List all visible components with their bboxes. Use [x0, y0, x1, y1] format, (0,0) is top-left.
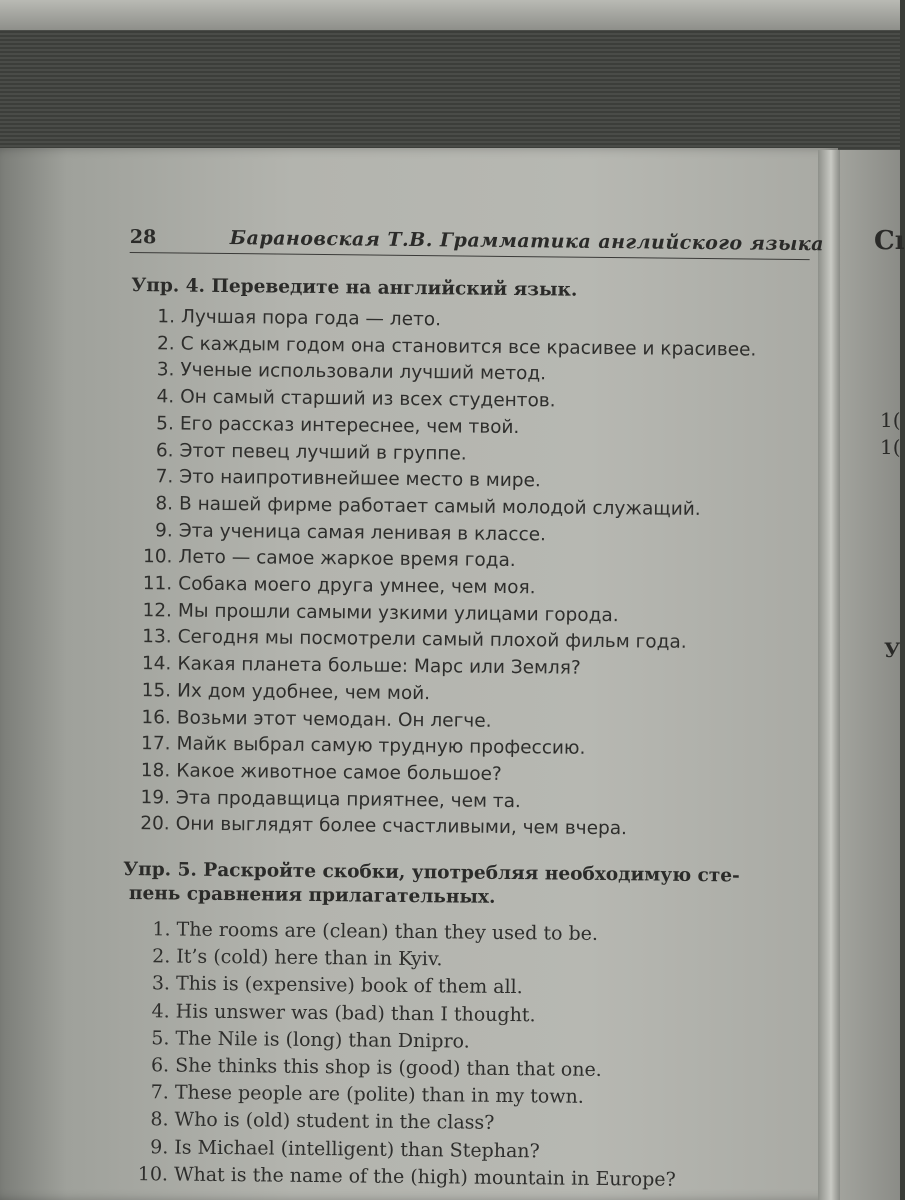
item-text: His unswer was (bad) than I thought. — [175, 1000, 536, 1026]
item-number: 13. — [142, 626, 172, 648]
item-text: Этот певец лучший в группе. — [179, 440, 467, 465]
item-number: 15. — [141, 679, 172, 702]
item-number: 6. — [150, 1054, 170, 1077]
item-text: What is the name of the (high) mountain in Europe? — [173, 1163, 676, 1191]
exercise-5-title-line1: Упр. 5. Раскройте скобки, употребляя необходимую сте- — [123, 859, 740, 887]
right-page-fragment: 1( — [880, 435, 901, 459]
exercise-item — [132, 811, 804, 845]
item-text: Who is (old) student in the class? — [174, 1109, 495, 1135]
exercise-5-title — [123, 858, 803, 913]
item-number: 14. — [141, 653, 172, 675]
item-number: 1. — [152, 918, 171, 941]
right-page-fragment: 1( — [880, 408, 901, 432]
item-number: 4. — [156, 386, 175, 408]
exercise-5-list — [120, 916, 803, 1195]
item-text: В нашей фирме работает самый молодой служащий. — [178, 493, 701, 520]
item-number: 8. — [150, 1108, 169, 1131]
item-text: It’s (cold) here than in Kyiv. — [176, 945, 443, 971]
item-text: Эта ученица самая ленивая в классе. — [178, 520, 547, 545]
item-text: Его рассказ интереснее, чем твой. — [179, 413, 520, 438]
item-text: Is Michael (intelligent) than Stephan? — [174, 1136, 540, 1163]
item-number: 10. — [137, 1163, 169, 1186]
item-text: Их дом удобнее, чем мой. — [176, 680, 431, 705]
item-text: Какая планета больше: Марс или Земля? — [177, 653, 581, 679]
page-number: 28 — [129, 225, 157, 249]
right-page-fragment: У — [884, 638, 901, 662]
item-text: The Nile is (long) than Dnipro. — [175, 1027, 470, 1053]
item-text: Это наипротивнейшее место в мире. — [179, 466, 541, 492]
item-text: Возьми этот чемодан. Он легче. — [176, 707, 492, 732]
item-text: This is (expensive) book of them all. — [175, 972, 523, 999]
item-text: She thinks this shop is (good) than that one. — [175, 1054, 602, 1082]
item-text: Мы прошли самыми узкими улицами города. — [177, 600, 619, 626]
item-text: The rooms are (clean) than they used to be. — [176, 918, 599, 946]
running-title: Барановская Т.В. Грамматика английского языка — [229, 227, 825, 256]
item-text: С каждым годом она становится все красивее и красивее. — [180, 333, 757, 361]
item-text: Майк выбрал самую трудную профессию. — [176, 733, 586, 760]
item-text: Эта продавщица приятнее, чем та. — [175, 787, 521, 812]
item-number: 1. — [157, 306, 176, 328]
item-text: Какое животное самое большое? — [176, 760, 502, 785]
item-number: 2. — [156, 332, 175, 355]
item-number: 18. — [140, 760, 171, 782]
item-number: 6. — [155, 439, 174, 461]
item-text: Сегодня мы посмотрели самый плохой фильм года. — [177, 626, 687, 654]
page-content — [120, 222, 825, 1195]
item-number: 20. — [140, 813, 170, 835]
item-number: 9. — [150, 1135, 169, 1159]
item-number: 11. — [142, 573, 173, 595]
item-text: Они выглядят более счастливыми, чем вчера. — [175, 813, 628, 840]
item-number: 10. — [142, 546, 173, 568]
item-text: Ученые использовали лучший метод. — [180, 359, 547, 385]
item-number: 8. — [155, 493, 174, 515]
item-number: 3. — [156, 359, 175, 381]
item-text: Он самый старший из всех студентов. — [180, 386, 556, 412]
item-number: 5. — [156, 413, 174, 435]
item-number: 2. — [152, 945, 171, 968]
right-page-fragment: Сı — [874, 226, 905, 256]
exercise-4-list — [124, 304, 810, 845]
item-number: 5. — [151, 1027, 170, 1050]
item-number: 4. — [151, 999, 170, 1023]
item-number: 16. — [141, 706, 171, 729]
exercise-4-title: Упр. 4. Переведите на английский язык. — [131, 275, 578, 301]
background-strip — [0, 0, 900, 30]
item-number: 7. — [155, 466, 174, 488]
item-text: Лучшая пора года — лето. — [180, 306, 442, 331]
item-number: 7. — [150, 1081, 169, 1104]
book-cover-background — [0, 30, 900, 155]
right-page-edge — [840, 150, 905, 1200]
item-text: Лето — самое жаркое время года. — [178, 546, 516, 572]
item-text: These people are (polite) than in my town. — [174, 1081, 584, 1109]
page-header — [129, 222, 825, 260]
exercise-5-title-line2: пень сравнения прилагательных. — [128, 883, 496, 908]
item-number: 17. — [141, 733, 171, 755]
item-number: 9. — [155, 519, 173, 542]
item-number: 12. — [142, 599, 173, 622]
item-number: 19. — [140, 786, 171, 809]
item-number: 3. — [151, 972, 171, 995]
item-text: Собака моего друга умнее, чем моя. — [178, 573, 536, 599]
